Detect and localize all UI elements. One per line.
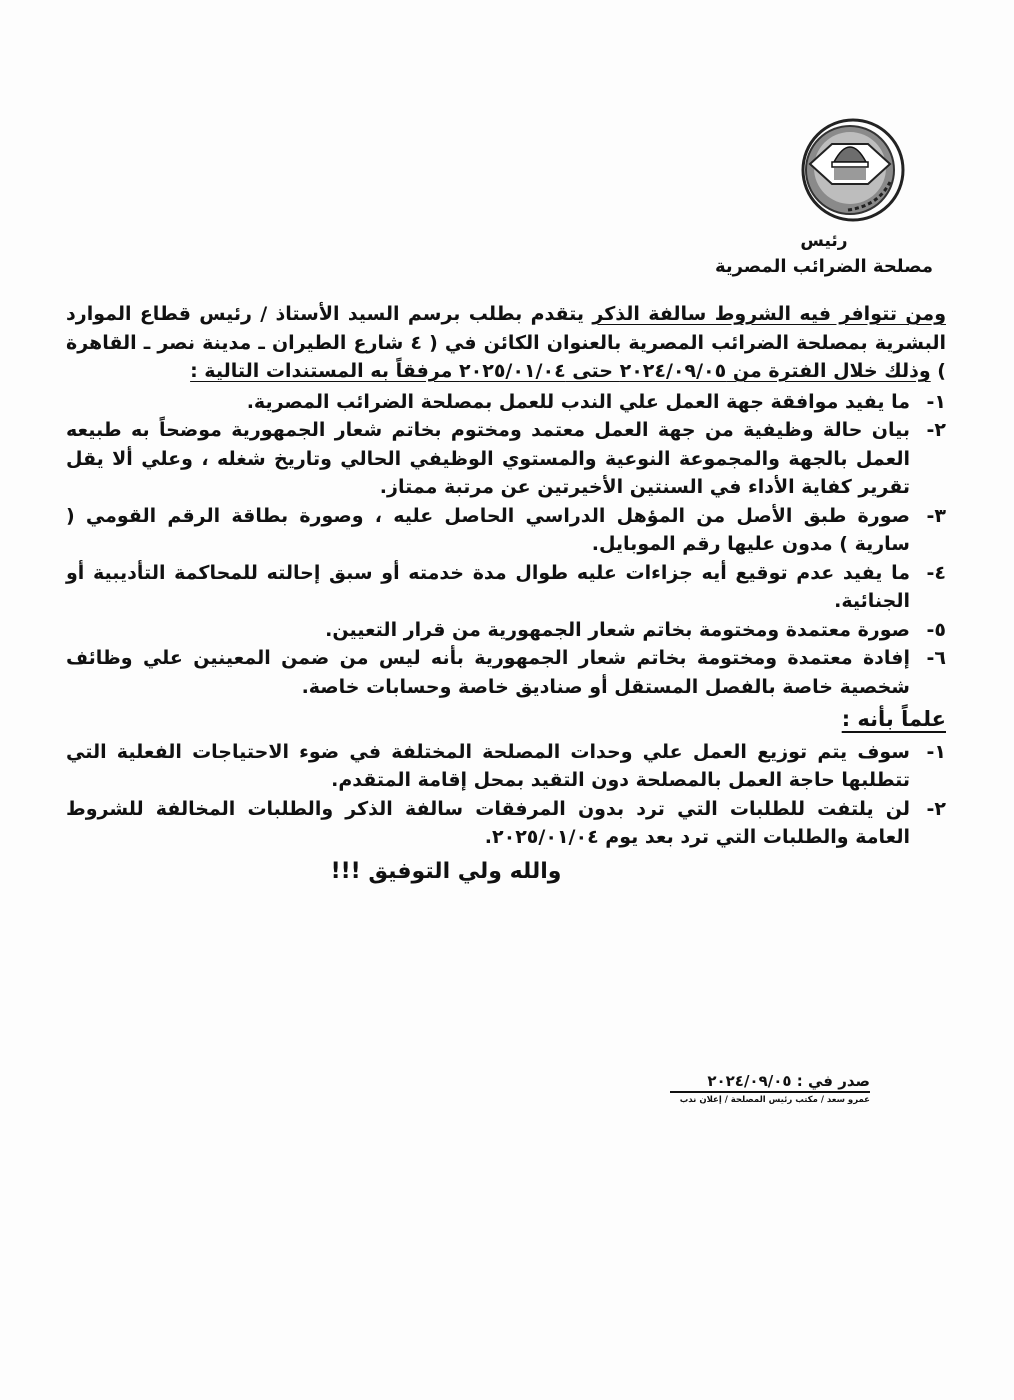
item-number: ١- bbox=[926, 390, 946, 413]
notes-heading: علماً بأنه : bbox=[841, 707, 946, 731]
item-text: سوف يتم توزيع العمل علي وحدات المصلحة المختلفة في ضوء الاحتياجات الفعلية التي تتطلبها حاجة العمل بالمصلحة دون التقيد بمحل إقامة المتقدم. bbox=[66, 740, 910, 791]
issue-footer bbox=[670, 1072, 870, 1105]
item-number: ١- bbox=[926, 740, 946, 763]
item-text: ما يفيد عدم توقيع أيه جزاءات عليه طوال مدة خدمته أو سبق إحالته للمحاكمة التأديبية أو الجنائية. bbox=[66, 561, 910, 612]
list-item bbox=[66, 795, 946, 852]
intro-paragraph bbox=[66, 300, 946, 386]
eligibility-statement: ومن تتوافر فيه الشروط سالفة الذكر bbox=[592, 303, 946, 325]
item-text: إفادة معتمدة ومختومة بخاتم شعار الجمهورية بأنه ليس من ضمن المعينين علي وظائف شخصية خاصة بالفصل المستقل أو صناديق خاصة وحسابات خاصة. bbox=[66, 647, 910, 698]
announcement-body bbox=[66, 300, 946, 886]
list-item bbox=[66, 559, 946, 616]
application-period: وذلك خلال الفترة من ٢٠٢٤/٠٩/٠٥ حتى ٢٠٢٥/٠١/٠٤ مرفقاً به المستندات التالية : bbox=[190, 360, 931, 382]
item-text: لن يلتفت للطلبات التي ترد بدون المرفقات سالفة الذكر والطلبات المخالفة للشروط العامة والطلبات التي ترد بعد يوم ٢٠٢٥/٠١/٠٤. bbox=[66, 797, 910, 848]
item-number: ٢- bbox=[926, 419, 946, 441]
item-text: بيان حالة وظيفية من جهة العمل معتمد ومختوم بخاتم شعار الجمهورية موضحاً به طبيعه العمل بالجهة والمجموعة النوعية والمستوي الوظيفي الحالي وتاريخ شغله ، وعلي ألا يقل تقرير كفاية الأداء في السنتين الأخيرتين عن مرتبة ممتاز. bbox=[66, 419, 910, 498]
item-number: ٦- bbox=[926, 647, 946, 669]
item-number: ٣- bbox=[926, 504, 946, 527]
notes-list bbox=[66, 738, 946, 852]
document-reference: عمرو سعد / مكتب رئيس المصلحة / إعلان ندب bbox=[679, 1095, 870, 1105]
issuer-title bbox=[704, 228, 944, 280]
list-item bbox=[66, 388, 946, 417]
closing-phrase: والله ولي التوفيق !!! bbox=[330, 858, 562, 884]
required-documents-list bbox=[66, 388, 946, 702]
issue-date: صدر في : ٢٠٢٤/٠٩/٠٥ bbox=[670, 1072, 870, 1093]
list-item bbox=[66, 616, 946, 645]
item-text: صورة معتمدة ومختومة بخاتم شعار الجمهورية من قرار التعيين. bbox=[325, 618, 910, 641]
issuer-position: رئيس bbox=[800, 231, 848, 251]
item-text: ما يفيد موافقة جهة العمل علي الندب للعمل بمصلحة الضرائب المصرية. bbox=[246, 390, 910, 413]
item-number: ٢- bbox=[926, 797, 946, 820]
item-number: ٤- bbox=[926, 561, 946, 584]
list-item bbox=[66, 644, 946, 701]
tax-authority-seal-icon bbox=[788, 118, 918, 228]
application-address: يتقدم بطلب برسم السيد الأستاذ / رئيس قطاع الموارد البشرية بمصلحة الضرائب المصرية بالعنوان الكائن في ( ٤ شارع الطيران ـ مدينة نصر ـ القاهرة ) bbox=[66, 303, 946, 382]
item-number: ٥- bbox=[926, 618, 946, 641]
list-item bbox=[66, 416, 946, 502]
list-item bbox=[66, 502, 946, 559]
issuer-organization: مصلحة الضرائب المصرية bbox=[714, 256, 934, 277]
list-item bbox=[66, 738, 946, 795]
item-text: صورة طبق الأصل من المؤهل الدراسي الحاصل عليه ، وصورة بطاقة الرقم القومي ( سارية ) مدون عليها رقم الموبايل. bbox=[66, 504, 910, 555]
